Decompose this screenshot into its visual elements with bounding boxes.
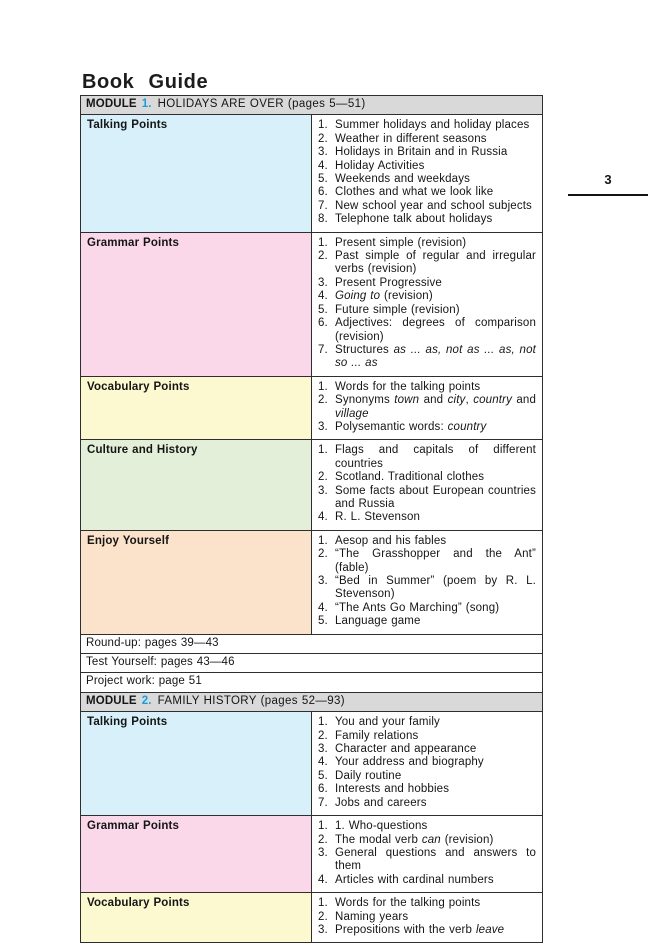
item-text: Adjectives: degrees of comparison (revision): [335, 317, 536, 343]
item-number: 3.: [318, 743, 328, 756]
module-header-cell: [81, 692, 543, 711]
module-number: 2.: [141, 694, 152, 707]
item-text: Some facts about European countries and Russia: [335, 484, 536, 510]
item-text: Words for the talking points: [335, 380, 481, 393]
item-text: Holiday Activities: [335, 159, 425, 172]
module-row: [81, 115, 543, 232]
list-item: [318, 730, 536, 743]
module-header-row: [81, 692, 543, 711]
item-number: 3.: [318, 575, 328, 587]
item-number: 5.: [318, 173, 328, 186]
item-text: Present Progressive: [335, 276, 442, 289]
row-label: Talking Points: [81, 712, 312, 816]
item-number: 2.: [318, 910, 328, 923]
item-number: 7.: [318, 343, 328, 356]
module-row: [81, 893, 543, 943]
module-row: [81, 816, 543, 893]
module-header-row: [81, 96, 543, 115]
list-item: [318, 344, 536, 371]
list-item: [318, 485, 536, 512]
row-label: Grammar Points: [81, 232, 312, 376]
item-text: Summer holidays and holiday places: [335, 119, 530, 132]
row-label: Culture and History: [81, 440, 312, 530]
item-text: Articles with cardinal numbers: [335, 873, 494, 886]
book-guide-table: [80, 95, 543, 943]
item-number: 5.: [318, 303, 328, 316]
item-number: 4.: [318, 159, 328, 172]
module-footer-row: [81, 654, 543, 673]
item-text: Character and appearance: [335, 743, 477, 756]
item-number: 4.: [318, 601, 328, 614]
list-item: [318, 146, 536, 159]
module-header-cell: [81, 96, 543, 115]
item-number: 3.: [318, 420, 328, 433]
module-row: [81, 530, 543, 634]
item-number: 7.: [318, 796, 328, 809]
item-text: Words for the talking points: [335, 897, 481, 910]
item-text: “Bed in Summer” (poem by R. L. Stevenson): [335, 575, 536, 601]
item-number: 5.: [318, 615, 328, 628]
item-number: 8.: [318, 213, 328, 226]
list-item: [318, 290, 536, 303]
list-item: [318, 471, 536, 484]
list-item: [318, 511, 536, 524]
item-text: 1. Who-questions: [335, 820, 428, 833]
folio: [568, 172, 648, 196]
item-text: Future simple (revision): [335, 303, 460, 316]
page-number-rule: [568, 194, 648, 196]
module-row: [81, 440, 543, 530]
list-item: [318, 770, 536, 783]
list-item: [318, 743, 536, 756]
list-item: [318, 797, 536, 810]
list-item: [318, 897, 536, 910]
item-number: 1.: [318, 534, 328, 547]
module-footer: Test Yourself: pages 43—46: [81, 654, 543, 673]
item-text: Going to (revision): [335, 290, 433, 303]
module-footer: Round-up: pages 39—43: [81, 634, 543, 653]
item-number: 2.: [318, 132, 328, 145]
item-text: Aesop and his fables: [335, 534, 447, 547]
item-number: 1.: [318, 380, 328, 393]
item-text: Synonyms town and city, country and village: [335, 394, 536, 420]
list-item: [318, 444, 536, 471]
list-item: [318, 716, 536, 729]
row-items: [312, 232, 543, 376]
item-number: 1.: [318, 119, 328, 132]
list-item: [318, 250, 536, 277]
item-text: R. L. Stevenson: [335, 511, 421, 524]
row-items: [312, 893, 543, 943]
list-item: [318, 834, 536, 847]
item-number: 2.: [318, 250, 328, 263]
item-number: 4.: [318, 290, 328, 303]
module-label: MODULE: [86, 98, 137, 110]
item-number: 2.: [318, 729, 328, 742]
item-text: Past simple of regular and irregular verbs (revision): [335, 250, 536, 276]
module-number: 1.: [141, 98, 152, 110]
item-number: 2.: [318, 833, 328, 846]
list-item: [318, 911, 536, 924]
list-item: [318, 394, 536, 421]
list-item: [318, 133, 536, 146]
item-number: 5.: [318, 769, 328, 782]
module-title: HOLIDAYS ARE OVER (pages 5—51): [157, 98, 366, 110]
item-number: 2.: [318, 394, 328, 407]
list-item: [318, 277, 536, 290]
module-row: [81, 376, 543, 440]
list-item: [318, 575, 536, 602]
row-items: [312, 712, 543, 816]
item-number: 6.: [318, 186, 328, 199]
item-text: Family relations: [335, 729, 419, 742]
row-label: Talking Points: [81, 115, 312, 232]
page-number: 3: [604, 172, 612, 187]
item-text: Your address and biography: [335, 756, 484, 769]
item-number: 3.: [318, 146, 328, 159]
list-item: [318, 820, 536, 833]
module-row: [81, 712, 543, 816]
item-number: 3.: [318, 484, 328, 497]
item-text: Prepositions with the verb leave: [335, 923, 505, 936]
item-number: 4.: [318, 873, 328, 886]
item-number: 1.: [318, 897, 328, 910]
row-label: Vocabulary Points: [81, 893, 312, 943]
item-number: 7.: [318, 199, 328, 212]
list-item: [318, 548, 536, 575]
item-number: 1.: [318, 716, 328, 729]
item-text: Naming years: [335, 910, 409, 923]
module-footer: Project work: page 51: [81, 673, 543, 692]
item-text: “The Grasshopper and the Ant” (fable): [335, 548, 536, 574]
module-footer-row: [81, 634, 543, 653]
item-text: Structures as ... as, not as ... as, not so ... as: [335, 343, 536, 370]
item-number: 2.: [318, 471, 328, 484]
list-item: [318, 200, 536, 213]
item-text: Flags and capitals of different countries: [335, 444, 536, 470]
list-item: [318, 615, 536, 628]
item-text: Daily routine: [335, 769, 402, 782]
item-text: Polysemantic words: country: [335, 420, 487, 433]
item-number: 2.: [318, 548, 328, 561]
list-item: [318, 160, 536, 173]
row-label: Vocabulary Points: [81, 376, 312, 440]
item-number: 1.: [318, 820, 328, 833]
page-title: Book Guide: [82, 71, 209, 94]
list-item: [318, 602, 536, 615]
item-number: 3.: [318, 846, 328, 859]
item-text: Weekends and weekdays: [335, 173, 470, 186]
item-number: 1.: [318, 444, 328, 457]
list-item: [318, 237, 536, 250]
list-item: [318, 847, 536, 874]
item-number: 3.: [318, 276, 328, 289]
book-guide-table-body: [81, 96, 543, 943]
row-label: Enjoy Yourself: [81, 530, 312, 634]
row-items: [312, 530, 543, 634]
list-item: [318, 119, 536, 132]
item-text: Weather in different seasons: [335, 132, 487, 145]
list-item: [318, 213, 536, 226]
item-number: 3.: [318, 923, 328, 936]
item-number: 4.: [318, 756, 328, 769]
item-number: 1.: [318, 236, 328, 249]
item-text: Interests and hobbies: [335, 783, 450, 796]
item-text: You and your family: [335, 716, 440, 729]
item-text: The modal verb can (revision): [335, 833, 494, 846]
row-items: [312, 440, 543, 530]
row-label: Grammar Points: [81, 816, 312, 893]
list-item: [318, 756, 536, 769]
item-text: General questions and answers to them: [335, 846, 536, 873]
item-text: Holidays in Britain and in Russia: [335, 146, 508, 159]
module-title: FAMILY HISTORY (pages 52—93): [157, 694, 345, 707]
item-number: 6.: [318, 317, 328, 330]
list-item: [318, 186, 536, 199]
module-label: MODULE: [86, 694, 137, 707]
row-items: [312, 376, 543, 440]
list-item: [318, 173, 536, 186]
item-number: 6.: [318, 783, 328, 796]
row-items: [312, 115, 543, 232]
list-item: [318, 304, 536, 317]
item-text: Telephone talk about holidays: [335, 213, 493, 226]
item-text: Language game: [335, 615, 421, 628]
item-text: Jobs and careers: [335, 796, 427, 809]
item-text: New school year and school subjects: [335, 199, 532, 212]
item-text: Present simple (revision): [335, 236, 467, 249]
list-item: [318, 535, 536, 548]
item-text: Scotland. Traditional clothes: [335, 471, 485, 484]
row-items: [312, 816, 543, 893]
list-item: [318, 421, 536, 434]
module-row: [81, 232, 543, 376]
list-item: [318, 381, 536, 394]
list-item: [318, 783, 536, 796]
module-footer-row: [81, 673, 543, 692]
item-number: 4.: [318, 511, 328, 524]
list-item: [318, 924, 536, 937]
list-item: [318, 874, 536, 887]
list-item: [318, 317, 536, 344]
item-text: “The Ants Go Marching” (song): [335, 601, 500, 614]
item-text: Clothes and what we look like: [335, 186, 494, 199]
